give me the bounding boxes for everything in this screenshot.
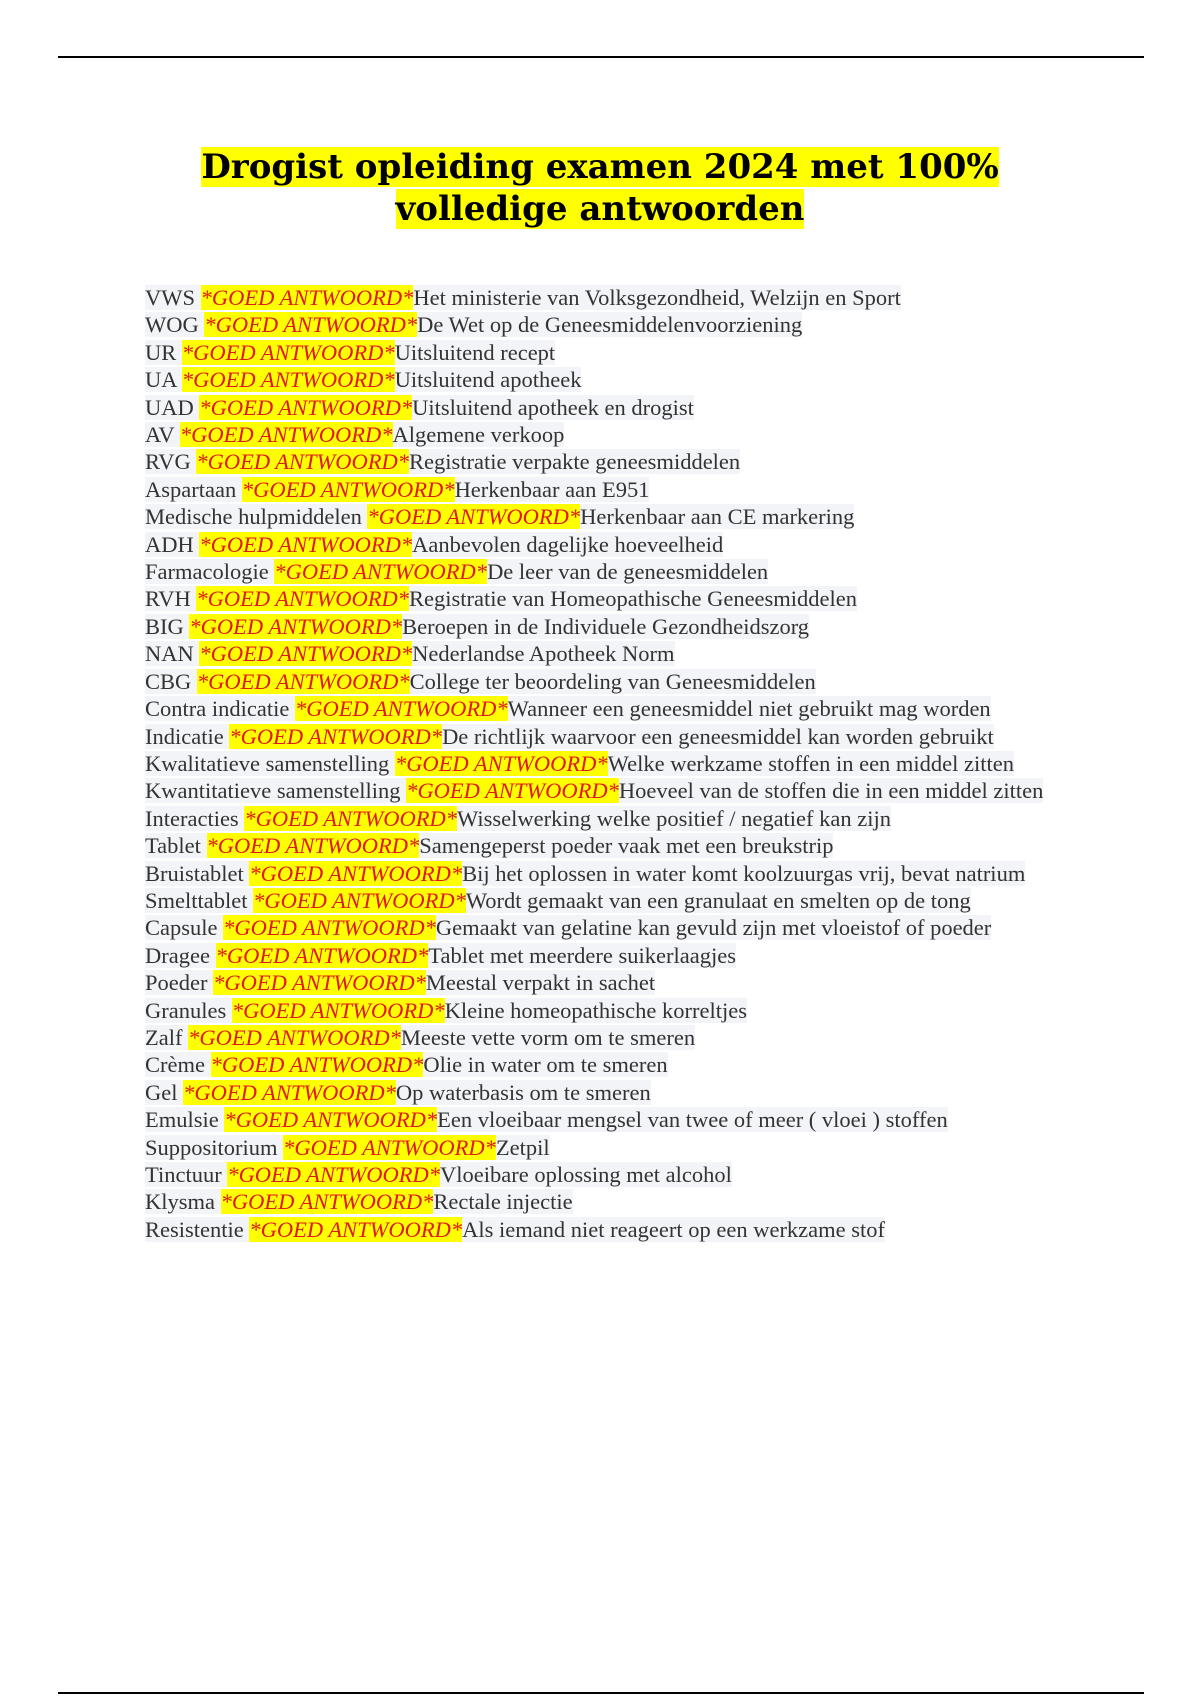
answer-marker: *GOED ANTWOORD* [394, 750, 608, 776]
qa-item [145, 1188, 1080, 1215]
qa-item-line [145, 395, 694, 420]
answer-marker: *GOED ANTWOORD* [241, 476, 455, 502]
qa-term: Kwantitatieve samenstelling [145, 778, 401, 804]
qa-item [145, 805, 1080, 832]
qa-item-line [145, 751, 1014, 776]
qa-item-line [145, 449, 740, 474]
qa-term: Dragee [145, 942, 210, 968]
qa-term: RVH [145, 586, 191, 612]
qa-item [145, 1106, 1080, 1133]
answer-marker: *GOED ANTWOORD* [181, 339, 395, 365]
qa-answer: Het ministerie van Volksgezondheid, Welzijn en Sport [413, 285, 901, 310]
qa-item-line [145, 1107, 948, 1132]
qa-term: Granules [145, 997, 227, 1023]
qa-item-line [145, 1217, 885, 1242]
qa-item-line [145, 504, 854, 529]
answer-marker: *GOED ANTWOORD* [206, 833, 420, 859]
answer-marker: *GOED ANTWOORD* [220, 1189, 434, 1215]
qa-item [145, 969, 1080, 996]
qa-answer: Registratie van Homeopathische Geneesmiddelen [409, 586, 858, 612]
answer-marker: *GOED ANTWOORD* [283, 1134, 496, 1160]
qa-answer: Meestal verpakt in sachet [425, 970, 656, 996]
qa-item-line [145, 970, 655, 995]
answer-marker: *GOED ANTWOORD* [189, 613, 403, 639]
qa-answer: Meeste vette vorm om te smeren [400, 1024, 696, 1050]
qa-term: Resistentie [145, 1216, 244, 1242]
qa-answer: Bij het oplossen in water komt koolzuurgas vrij, bevat natrium [462, 860, 1026, 886]
answer-marker: *GOED ANTWOORD* [406, 778, 619, 804]
answer-marker: *GOED ANTWOORD* [223, 915, 436, 941]
qa-item-line [145, 340, 555, 365]
answer-marker: *GOED ANTWOORD* [179, 422, 393, 448]
qa-answer: De leer van de geneesmiddelen [487, 559, 769, 585]
qa-item-line [145, 669, 816, 694]
qa-item-line [145, 861, 1025, 886]
title-line-2: volledige antwoorden [395, 189, 805, 229]
qa-item [145, 942, 1080, 969]
qa-answer: Rectale injectie [433, 1189, 573, 1215]
qa-term: Farmacologie [145, 559, 269, 585]
qa-item-line [145, 998, 747, 1023]
qa-item-line [145, 696, 991, 721]
qa-term: Poeder [145, 970, 208, 996]
qa-item-line [145, 1080, 651, 1105]
qa-item [145, 695, 1080, 722]
qa-item-line [145, 1052, 668, 1077]
qa-term: UAD [145, 394, 194, 420]
qa-item-line [145, 1135, 550, 1160]
answer-marker: *GOED ANTWOORD* [249, 860, 463, 886]
qa-item [145, 421, 1080, 448]
qa-item-line [145, 477, 649, 502]
answer-marker: *GOED ANTWOORD* [204, 312, 418, 338]
qa-term: RVG [145, 449, 191, 475]
qa-item-line [145, 559, 768, 584]
qa-answer: Wanneer een geneesmiddel niet gebruikt mag worden [507, 696, 991, 722]
qa-term: Medische hulpmiddelen [145, 504, 362, 530]
qa-item [145, 1079, 1080, 1106]
answer-marker: *GOED ANTWOORD* [231, 997, 445, 1023]
answer-marker: *GOED ANTWOORD* [249, 1216, 463, 1242]
qa-term: Interacties [145, 805, 239, 831]
answer-marker: *GOED ANTWOORD* [213, 970, 426, 996]
qa-answer: Gemaakt van gelatine kan gevuld zijn met vloeistof of poeder [435, 915, 992, 941]
qa-term: Kwalitatieve samenstelling [145, 750, 390, 776]
qa-item [145, 832, 1080, 859]
qa-item-line [145, 724, 994, 749]
qa-term: BIG [145, 613, 184, 639]
qa-item [145, 723, 1080, 750]
answer-marker: *GOED ANTWOORD* [224, 1107, 438, 1133]
answer-marker: *GOED ANTWOORD* [244, 805, 458, 831]
qa-term: Tablet [145, 833, 201, 859]
qa-item [145, 887, 1080, 914]
qa-item-line [145, 312, 802, 337]
qa-answer: Aanbevolen dagelijke hoeveelheid [412, 531, 724, 557]
answer-marker: *GOED ANTWOORD* [210, 1052, 424, 1078]
bottom-divider [58, 1692, 1144, 1694]
qa-item [145, 394, 1080, 421]
qa-answer: Beroepen in de Individuele Gezondheidszorg [402, 613, 810, 639]
qa-item-line [145, 532, 723, 557]
title-line-1: Drogist opleiding examen 2024 met 100% [201, 147, 999, 187]
qa-item-line [145, 1025, 695, 1050]
qa-answer: Uitsluitend recept [394, 339, 556, 365]
qa-item-line [145, 778, 1043, 803]
qa-item [145, 585, 1080, 612]
qa-term: Contra indicatie [145, 696, 290, 722]
qa-term: VWS [145, 285, 195, 310]
answer-marker: *GOED ANTWOORD* [188, 1024, 401, 1050]
qa-term: Tinctuur [145, 1162, 222, 1187]
qa-answer: Samengeperst poeder vaak met een breukstrip [419, 833, 834, 859]
document-title [0, 146, 1200, 230]
qa-answer: Nederlandse Apotheek Norm [412, 641, 675, 667]
qa-answer: Herkenbaar aan CE markering [580, 504, 855, 530]
qa-item [145, 476, 1080, 503]
qa-item [145, 366, 1080, 393]
qa-term: NAN [145, 641, 194, 667]
qa-answer: College ter beoordeling van Geneesmiddelen [409, 668, 816, 694]
qa-answer: Wordt gemaakt van een granulaat en smelten op de tong [465, 887, 971, 913]
qa-item [145, 777, 1080, 804]
qa-answer: Registratie verpakte geneesmiddelen [409, 449, 741, 475]
qa-item [145, 531, 1080, 558]
qa-item-line [145, 285, 901, 310]
qa-answer: Welke werkzame stoffen in een middel zitten [607, 750, 1015, 776]
answer-marker: *GOED ANTWOORD* [199, 531, 413, 557]
qa-item [145, 503, 1080, 530]
answer-marker: *GOED ANTWOORD* [227, 1162, 441, 1187]
answer-marker: *GOED ANTWOORD* [367, 504, 581, 530]
answer-marker: *GOED ANTWOORD* [253, 887, 466, 913]
answer-marker: *GOED ANTWOORD* [181, 367, 395, 393]
qa-term: Emulsie [145, 1107, 219, 1133]
qa-term: Klysma [145, 1189, 215, 1215]
qa-term: ADH [145, 531, 194, 557]
qa-term: UA [145, 367, 177, 393]
qa-item [145, 1024, 1080, 1051]
qa-answer: Uitsluitend apotheek [394, 367, 582, 393]
qa-term: UR [145, 339, 177, 365]
qa-term: Smelttablet [145, 887, 248, 913]
qa-item-line [145, 888, 971, 913]
qa-item-line [145, 367, 581, 392]
qa-item [145, 860, 1080, 887]
qa-item-line [145, 806, 891, 831]
qa-item-line [145, 1189, 573, 1214]
qa-term: Aspartaan [145, 476, 237, 502]
qa-item-line [145, 422, 564, 447]
qa-item-line [145, 1162, 732, 1187]
qa-answer: Als iemand niet reageert op een werkzame stof [462, 1216, 886, 1242]
qa-item [145, 284, 1080, 311]
qa-list [145, 284, 1080, 1243]
qa-item-line [145, 915, 991, 940]
answer-marker: *GOED ANTWOORD* [196, 668, 410, 694]
qa-answer: Een vloeibaar mengsel van twee of meer ( vloei ) stoffen [437, 1107, 948, 1133]
answer-marker: *GOED ANTWOORD* [274, 559, 488, 585]
qa-item [145, 558, 1080, 585]
qa-term: Capsule [145, 915, 218, 941]
qa-item [145, 1216, 1080, 1243]
answer-marker: *GOED ANTWOORD* [199, 641, 413, 667]
qa-item [145, 750, 1080, 777]
qa-item [145, 1134, 1080, 1161]
qa-term: Zalf [145, 1024, 183, 1050]
qa-item-line [145, 943, 736, 968]
top-divider [58, 56, 1144, 58]
qa-item [145, 1161, 1080, 1188]
qa-answer: Tablet met meerdere suikerlaagjes [428, 942, 736, 968]
qa-item [145, 311, 1080, 338]
answer-marker: *GOED ANTWOORD* [215, 942, 429, 968]
answer-marker: *GOED ANTWOORD* [229, 723, 443, 749]
qa-answer: De richtlijk waarvoor een geneesmiddel kan worden gebruikt [442, 723, 994, 749]
answer-marker: *GOED ANTWOORD* [199, 394, 413, 420]
qa-item-line [145, 833, 833, 858]
answer-marker: *GOED ANTWOORD* [294, 696, 508, 722]
qa-item-line [145, 614, 809, 639]
qa-term: Suppositorium [145, 1134, 278, 1160]
qa-term: CBG [145, 668, 192, 694]
qa-item [145, 640, 1080, 667]
qa-item [145, 448, 1080, 475]
qa-answer: Hoeveel van de stoffen die in een middel zitten [618, 778, 1044, 804]
qa-term: Indicatie [145, 723, 224, 749]
answer-marker: *GOED ANTWOORD* [183, 1079, 396, 1105]
qa-answer: Herkenbaar aan E951 [454, 476, 650, 502]
qa-term: Gel [145, 1079, 178, 1105]
answer-marker: *GOED ANTWOORD* [196, 449, 410, 475]
qa-answer: Wisselwerking welke positief / negatief kan zijn [457, 805, 892, 831]
qa-item [145, 668, 1080, 695]
answer-marker: *GOED ANTWOORD* [200, 285, 414, 310]
qa-answer: Op waterbasis om te smeren [395, 1079, 651, 1105]
qa-item-line [145, 586, 857, 611]
qa-term: Crème [145, 1052, 205, 1078]
qa-item [145, 613, 1080, 640]
qa-item [145, 914, 1080, 941]
qa-answer: De Wet op de Geneesmiddelenvoorziening [417, 312, 803, 338]
qa-item [145, 997, 1080, 1024]
qa-term: Bruistablet [145, 860, 244, 886]
qa-answer: Olie in water om te smeren [423, 1052, 668, 1078]
qa-answer: Kleine homeopathische korreltjes [444, 997, 747, 1023]
qa-item [145, 1051, 1080, 1078]
qa-answer: Uitsluitend apotheek en drogist [412, 394, 694, 420]
qa-answer: Zetpil [495, 1134, 550, 1160]
answer-marker: *GOED ANTWOORD* [196, 586, 410, 612]
qa-item-line [145, 641, 675, 666]
qa-term: AV [145, 422, 175, 448]
qa-answer: Algemene verkoop [392, 422, 565, 448]
qa-item [145, 339, 1080, 366]
qa-term: WOG [145, 312, 199, 338]
qa-answer: Vloeibare oplossing met alcohol [440, 1162, 732, 1187]
